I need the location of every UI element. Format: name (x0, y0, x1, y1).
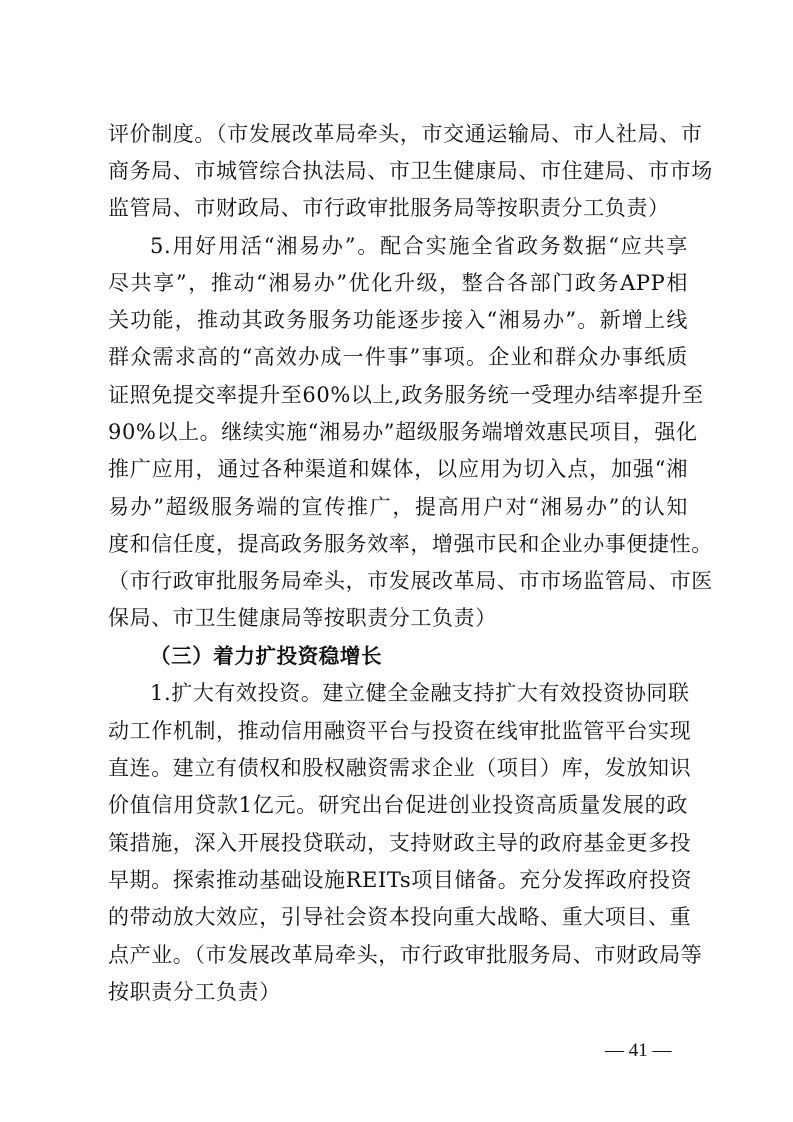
body-line-2: 商务局、市城管综合执法局、市卫生健康局、市住建局、市市场 (108, 159, 713, 183)
body-line-10: 推广应用，通过各种渠道和媒体，以应用为切入点，加强“湘 (108, 457, 688, 481)
body-line-16: 1.扩大有效投资。建立健全金融支持扩大有效投资协同联 (150, 681, 690, 705)
body-line-4: 5.用好用活“湘易办”。配合实施全省政务数据“应共享 (150, 234, 688, 258)
body-line-9: 90%以上。继续实施“湘易办”超级服务端增效惠民项目，强化 (108, 420, 698, 444)
body-line-11: 易办”超级服务端的宣传推广，提高用户对“湘易办”的认知 (108, 495, 688, 519)
body-line-21: 早期。探索推动基础设施REITs项目储备。充分发挥政府投资 (108, 868, 693, 892)
page-number: — 41 — (605, 1040, 672, 1061)
body-line-13: （市行政审批服务局牵头，市发展改革局、市市场监管局、市医 (108, 569, 713, 593)
body-line-6: 关功能，推动其政务服务功能逐步接入“湘易办”。新增上线 (108, 308, 688, 332)
body-line-3: 监管局、市财政局、市行政审批服务局等按职责分工负责） (108, 196, 670, 220)
body-line-5: 尽共享”，推动“湘易办”优化升级，整合各部门政务APP相 (108, 271, 688, 295)
body-line-14: 保局、市卫生健康局等按职责分工负责） (108, 606, 497, 630)
body-line-24: 按职责分工负责） (108, 980, 281, 1004)
body-line-22: 的带动放大效应，引导社会资本投向重大战略、重大项目、重 (108, 905, 692, 929)
body-line-18: 直连。建立有债权和股权融资需求企业（项目）库，发放知识 (108, 756, 692, 780)
body-line-1: 评价制度。（市发展改革局牵头，市交通运输局、市人社局、市 (108, 122, 703, 146)
body-line-23: 点产业。（市发展改革局牵头，市行政审批服务局、市财政局等 (108, 943, 703, 967)
body-line-17: 动工作机制，推动信用融资平台与投资在线审批监管平台实现 (108, 719, 692, 743)
body-line-7: 群众需求高的“高效办成一件事”事项。企业和群众办事纸质 (108, 345, 688, 369)
body-line-19: 价值信用贷款1亿元。研究出台促进创业投资高质量发展的政 (108, 793, 688, 817)
body-line-20: 策措施，深入开展投贷联动，支持财政主导的政府基金更多投 (108, 831, 692, 855)
section-heading: （三）着力扩投资稳增长 (150, 644, 383, 668)
body-line-12: 度和信任度，提高政务服务效率，增强市民和企业办事便捷性。 (108, 532, 713, 556)
body-line-8: 证照免提交率提升至60%以上,政务服务统一受理办结率提升至 (108, 383, 704, 407)
